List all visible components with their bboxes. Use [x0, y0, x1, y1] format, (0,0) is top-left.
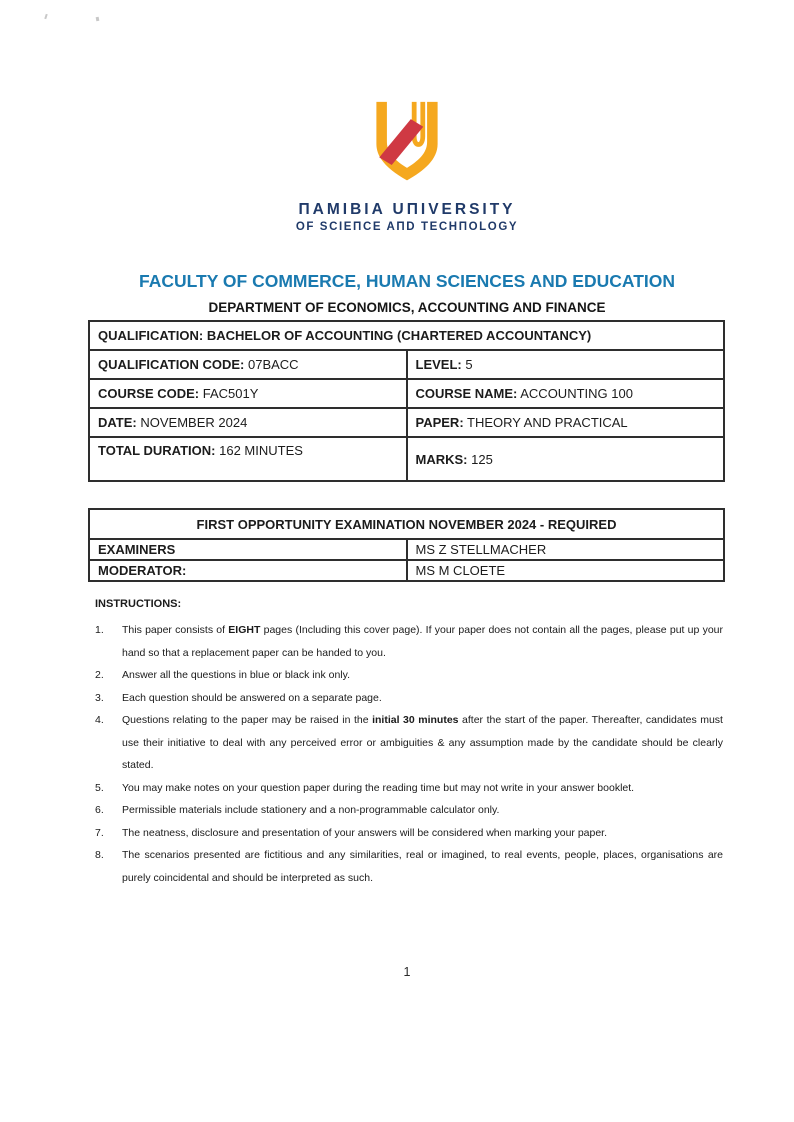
- instruction-number: 3.: [95, 691, 104, 704]
- instruction-number: 1.: [95, 624, 104, 636]
- instruction-text: [122, 804, 499, 816]
- instruction-text: [122, 827, 607, 839]
- instruction-item-3: [95, 687, 723, 710]
- course-name-value: ACCOUNTING 100: [520, 386, 633, 401]
- instruction-number: 8.: [95, 849, 104, 861]
- text-segment: pages (Including this cover page). If your paper does not contain all the pages, please put up your hand so that a replacement paper can be handed to you.: [122, 624, 724, 659]
- instruction-text: [122, 692, 382, 704]
- marks-cell: [407, 437, 725, 481]
- instructions-heading: INSTRUCTIONS:: [95, 598, 182, 610]
- course-info-table: [88, 320, 725, 482]
- duration-row: [89, 437, 724, 481]
- qualification-code-value: 07BACC: [247, 357, 299, 372]
- text-segment: Each question should be answered on a separate page.: [122, 691, 382, 704]
- instruction-item-6: [95, 799, 723, 822]
- qualification-code-row: [89, 350, 724, 379]
- qualification-cell: [89, 321, 724, 350]
- date-cell: [89, 408, 407, 437]
- university-name-line2: OF SCIEΠCE AΠD TECHΠOLOGY: [295, 221, 519, 233]
- moderator-row: [89, 560, 724, 581]
- instruction-item-2: [95, 664, 723, 687]
- duration-cell: [89, 437, 407, 481]
- qualification-code-label: QUALIFICATION CODE:: [98, 357, 245, 372]
- instruction-item-1: [95, 619, 723, 664]
- course-code-cell: [89, 379, 407, 408]
- examiners-label: EXAMINERS: [89, 539, 407, 560]
- text-segment: after the start of the paper. Thereafter, candidates must use their initiative to deal with any perceived error or ambiguities & any assumption made by the candidate should be clearly stated.: [122, 714, 723, 771]
- department-heading: DEPARTMENT OF ECONOMICS, ACCOUNTING AND FINANCE: [208, 300, 606, 315]
- instruction-item-5: [95, 777, 723, 800]
- marks-label: MARKS:: [415, 451, 468, 467]
- examination-table: [88, 508, 725, 582]
- instruction-item-7: [95, 822, 723, 845]
- instruction-number: 2.: [95, 669, 104, 681]
- text-segment: Permissible materials include stationery and a non-programmable calculator only.: [122, 804, 500, 816]
- instruction-item-8: [95, 844, 723, 889]
- duration-label: TOTAL DURATION:: [98, 443, 216, 458]
- text-segment: This paper consists of: [122, 624, 229, 636]
- instruction-item-4: [95, 709, 723, 777]
- instructions-section: [95, 598, 723, 889]
- scan-speck: [96, 17, 100, 21]
- instruction-number: 6.: [95, 804, 104, 816]
- exam-title: FIRST OPPORTUNITY EXAMINATION NOVEMBER 2024 - REQUIRED: [89, 509, 724, 539]
- duration-value: 162 MINUTES: [219, 443, 303, 458]
- paper-value: THEORY AND PRACTICAL: [467, 415, 628, 430]
- instruction-text: [122, 782, 634, 794]
- qualification-value: BACHELOR OF ACCOUNTING (CHARTERED ACCOUNTANCY): [206, 328, 592, 343]
- text-segment-bold: EIGHT: [228, 624, 261, 636]
- text-segment: The scenarios presented are fictitious and any similarities, real or imagined, to real events, people, places, organisations are purely coincidental and should be interpreted as such.: [122, 849, 723, 884]
- qualification-label: QUALIFICATION:: [98, 328, 204, 343]
- faculty-heading: FACULTY OF COMMERCE, HUMAN SCIENCES AND EDUCATION: [138, 271, 676, 291]
- instruction-number: 7.: [95, 826, 104, 839]
- level-cell: [407, 350, 725, 379]
- university-name: ΠAMIBIA UΠIVERSITY: [298, 201, 516, 218]
- instruction-number: 5.: [95, 781, 104, 794]
- examiners-value: MS Z STELLMACHER: [407, 539, 725, 560]
- examiners-row: [89, 539, 724, 560]
- instruction-text: [122, 669, 350, 681]
- date-value: NOVEMBER 2024: [140, 415, 248, 430]
- instruction-text: [122, 849, 723, 884]
- university-logo: [10, 100, 794, 233]
- date-label: DATE:: [98, 415, 137, 430]
- university-shield-icon: [367, 100, 447, 188]
- instruction-text: [122, 624, 723, 659]
- text-segment: You may make notes on your question paper during the reading time but may not write in your answer booklet.: [122, 781, 635, 794]
- qualification-code-cell: [89, 350, 407, 379]
- instruction-text: [122, 714, 723, 771]
- text-segment: The neatness, disclosure and presentation of your answers will be considered when marking your paper.: [122, 826, 608, 839]
- page-number: 1: [403, 965, 411, 979]
- moderator-value: MS M CLOETE: [407, 560, 725, 581]
- marks-value: 125: [471, 451, 493, 467]
- paper-cell: [407, 408, 725, 437]
- text-segment: Answer all the questions in blue or black ink only.: [122, 669, 351, 681]
- text-segment-bold: initial 30 minutes: [372, 714, 459, 726]
- paper-label: PAPER:: [415, 415, 464, 430]
- instruction-number: 4.: [95, 714, 104, 726]
- level-label: LEVEL:: [415, 357, 462, 372]
- course-code-label: COURSE CODE:: [98, 386, 200, 401]
- moderator-label: MODERATOR:: [89, 560, 407, 581]
- text-segment: Questions relating to the paper may be raised in the: [122, 714, 373, 726]
- date-row: [89, 408, 724, 437]
- scan-speck: [44, 14, 47, 19]
- course-name-cell: [407, 379, 725, 408]
- qualification-row: [89, 321, 724, 350]
- course-name-label: COURSE NAME:: [415, 386, 518, 401]
- exam-title-row: [89, 509, 724, 539]
- course-code-row: [89, 379, 724, 408]
- course-code-value: FAC501Y: [202, 386, 259, 401]
- level-value: 5: [465, 357, 473, 372]
